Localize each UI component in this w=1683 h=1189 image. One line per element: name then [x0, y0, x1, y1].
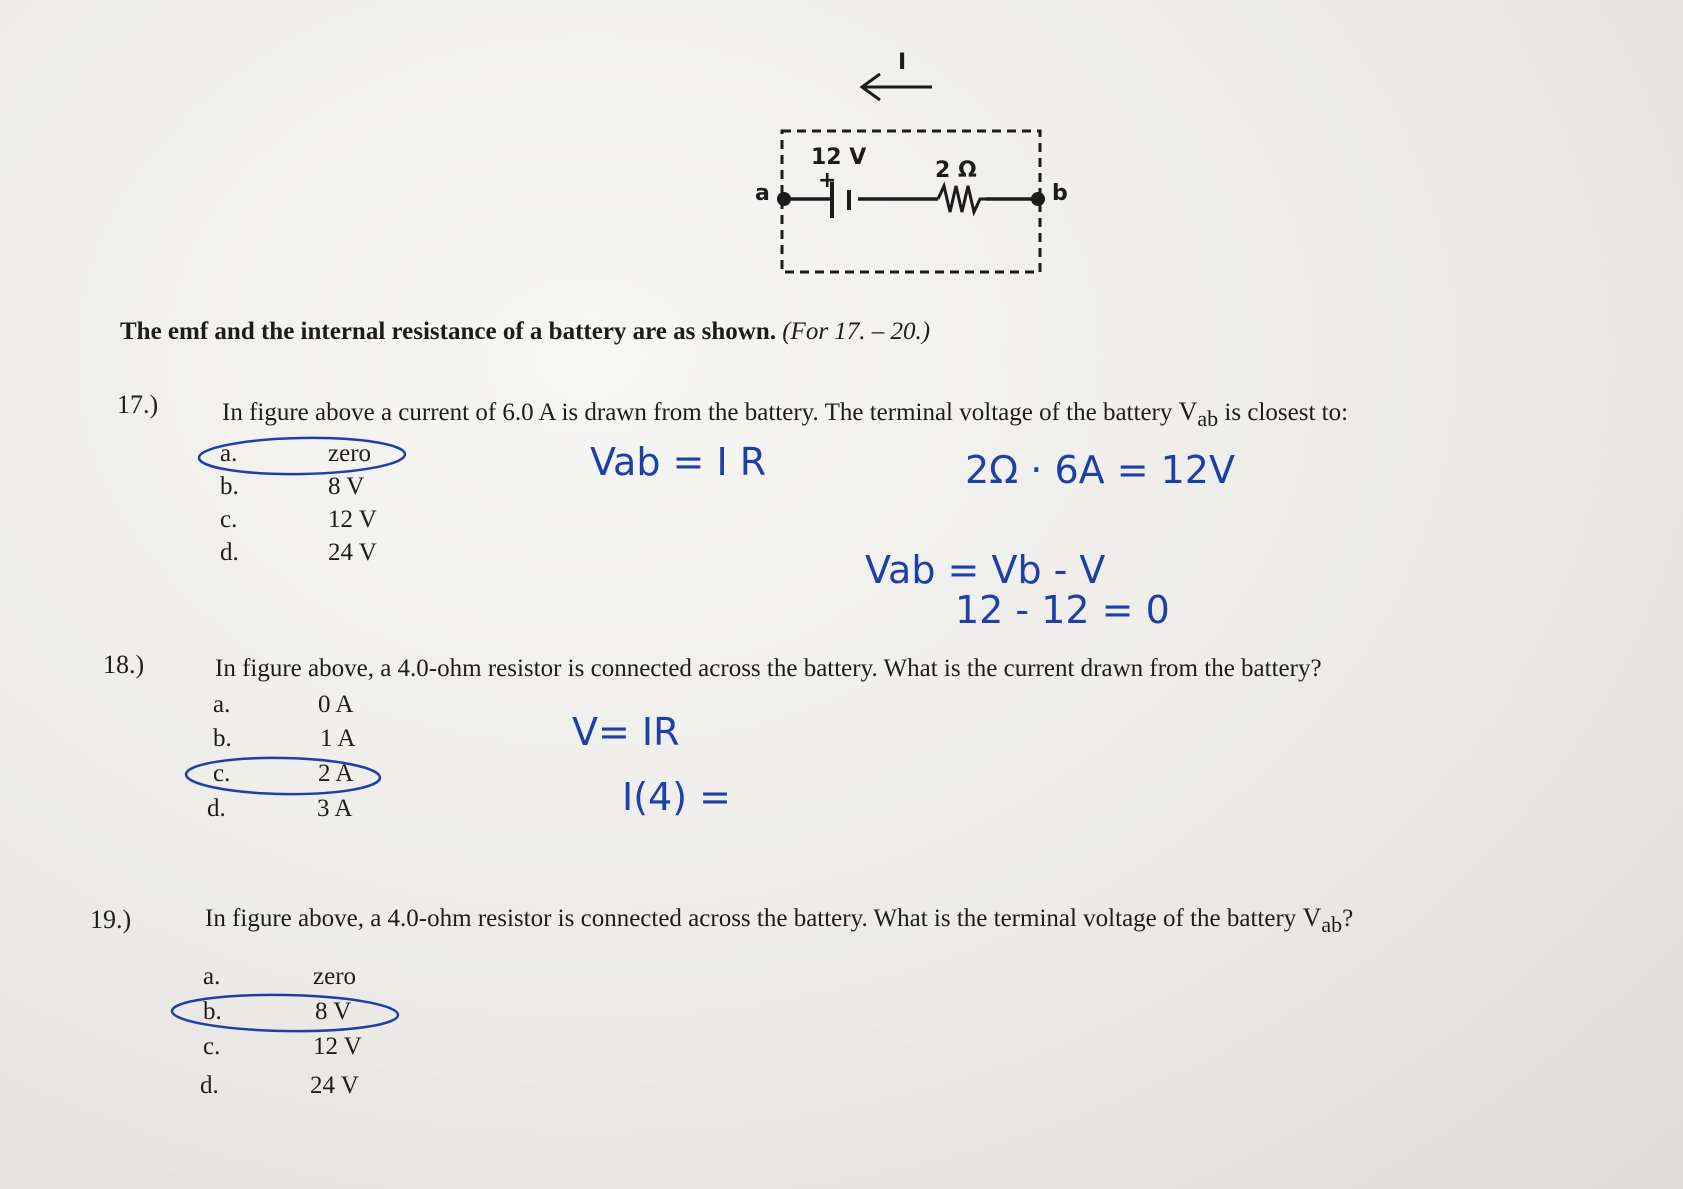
- q17-option-c-value[interactable]: 12 V: [328, 506, 377, 533]
- question-17-body: In figure above a current of 6.0 A is drawn from the battery. The terminal voltage of the battery: [222, 399, 1173, 426]
- q19-option-b-letter[interactable]: b.: [203, 998, 222, 1025]
- q17-option-a-letter[interactable]: a.: [220, 440, 238, 467]
- handwritten-q17-line4: 12 - 12 = 0: [955, 588, 1170, 632]
- vab-subscript: ab: [1321, 912, 1343, 937]
- q19-option-d-letter[interactable]: d.: [200, 1072, 219, 1099]
- q17-option-a-value[interactable]: zero: [328, 440, 372, 467]
- vab-subscript: ab: [1197, 406, 1219, 431]
- emf-label: 12 V: [811, 145, 867, 170]
- vab-symbol: V: [1178, 397, 1198, 426]
- intro-italic: (For 17. – 20.): [782, 318, 931, 345]
- node-a-label: a: [755, 181, 770, 206]
- q19-option-d-value[interactable]: 24 V: [310, 1072, 359, 1099]
- q19-option-a-value[interactable]: zero: [313, 963, 357, 990]
- q17-option-b-letter[interactable]: b.: [220, 473, 239, 500]
- answer-circle-q19: [172, 993, 399, 1033]
- q18-option-c-value[interactable]: 2 A: [318, 760, 354, 787]
- q18-option-c-letter[interactable]: c.: [213, 760, 231, 787]
- resistance-label: 2 Ω: [935, 158, 977, 183]
- question-number-17: 17.): [117, 390, 159, 419]
- q19-option-c-value[interactable]: 12 V: [313, 1033, 362, 1060]
- q18-option-b-letter[interactable]: b.: [213, 725, 232, 752]
- q18-option-d-letter[interactable]: d.: [207, 795, 226, 822]
- intro-bold: The emf and the internal resistance of a battery are as shown.: [120, 318, 776, 345]
- q18-option-a-letter[interactable]: a.: [213, 691, 231, 718]
- q17-option-d-value[interactable]: 24 V: [328, 539, 377, 566]
- handwritten-q17-line3: Vab = Vb - V: [865, 548, 1106, 592]
- vab-symbol: V: [1302, 903, 1322, 932]
- q19-option-b-value[interactable]: 8 V: [315, 998, 352, 1025]
- q19-option-c-letter[interactable]: c.: [203, 1033, 221, 1060]
- handwritten-q17-line1: Vab = I R: [590, 440, 767, 484]
- q17-option-b-value[interactable]: 8 V: [328, 473, 365, 500]
- plus-sign: +: [818, 168, 837, 193]
- question-text-18: In figure above, a 4.0-ohm resistor is connected across the battery. What is the current drawn from the battery?: [215, 655, 1322, 682]
- question-19-end: ?: [1342, 905, 1354, 932]
- question-number-18: 18.): [103, 650, 145, 679]
- q17-option-d-letter[interactable]: d.: [220, 539, 239, 566]
- answer-circle-q17: [199, 436, 406, 476]
- question-number-19: 19.): [90, 905, 132, 934]
- q19-option-a-letter[interactable]: a.: [203, 963, 221, 990]
- handwritten-q18-line2: I(4) =: [622, 775, 731, 819]
- q17-option-c-letter[interactable]: c.: [220, 506, 238, 533]
- question-17-end: is closest to:: [1218, 399, 1349, 426]
- q18-option-a-value[interactable]: 0 A: [318, 691, 354, 718]
- current-label: I: [898, 50, 907, 75]
- answer-circle-q18: [186, 756, 381, 795]
- q18-option-d-value[interactable]: 3 A: [317, 795, 353, 822]
- handwritten-q17-line2: 2Ω · 6A = 12V: [965, 448, 1235, 492]
- handwritten-q18-line1: V= IR: [572, 710, 680, 754]
- node-b-label: b: [1052, 181, 1068, 206]
- q18-option-b-value[interactable]: 1 A: [320, 725, 356, 752]
- question-19-body: In figure above, a 4.0-ohm resistor is connected across the battery. What is the terminal voltage of the battery: [205, 905, 1297, 932]
